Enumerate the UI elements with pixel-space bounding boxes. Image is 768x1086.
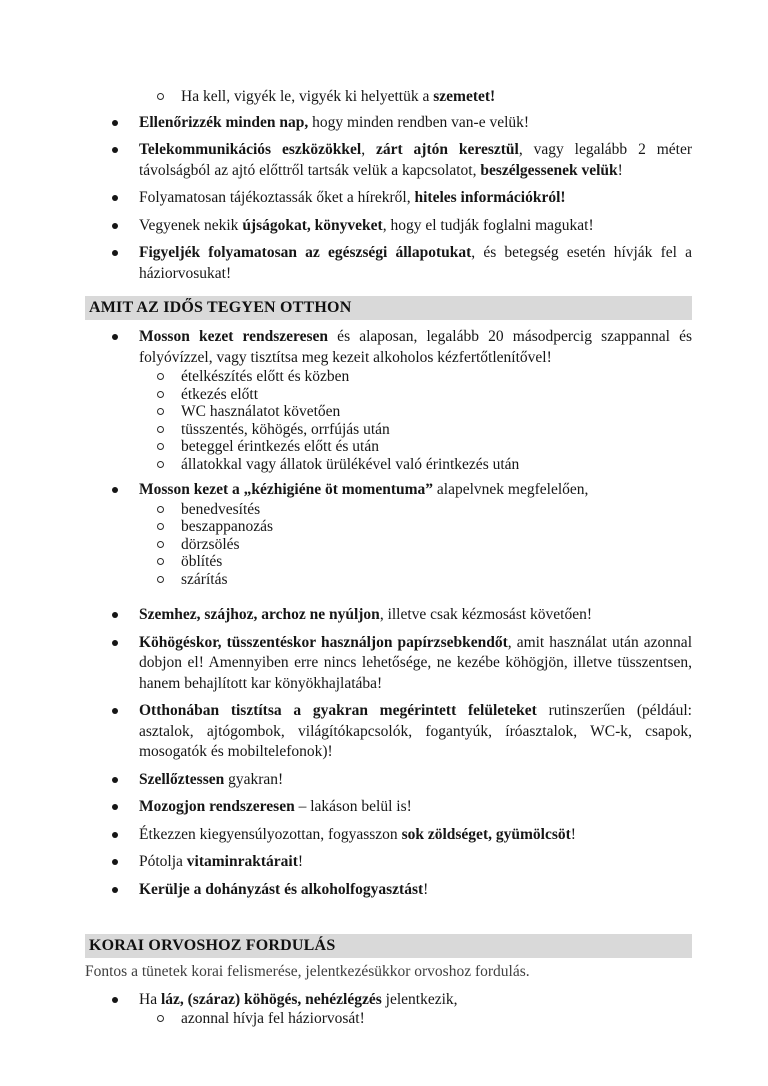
list-item-text bbox=[181, 553, 692, 571]
list-item-text bbox=[139, 216, 692, 237]
list-item-text bbox=[181, 536, 692, 554]
text: gyakran! bbox=[224, 770, 284, 788]
circle-bullet-icon bbox=[157, 426, 164, 433]
bold-text: Mosson kezet rendszeresen bbox=[139, 328, 329, 345]
list-item bbox=[85, 113, 692, 134]
list-item-text bbox=[139, 480, 692, 501]
disc-bullet-icon bbox=[112, 887, 118, 893]
disc-bullet-icon bbox=[112, 223, 118, 229]
text: benedvesítés bbox=[181, 500, 261, 518]
bold-text: hiteles információkról! bbox=[414, 189, 566, 206]
bold-text: vitaminraktárait bbox=[186, 853, 298, 870]
disc-bullet-icon bbox=[112, 334, 118, 340]
text: hogy minden rendben van-e velük! bbox=[308, 113, 530, 131]
list-item bbox=[85, 825, 692, 846]
list-item-text bbox=[139, 633, 692, 695]
spacer bbox=[85, 588, 692, 598]
list-item-text bbox=[181, 438, 692, 456]
text: Ha kell, vigyék le, vigyék ki helyettük a bbox=[181, 88, 434, 105]
list-item bbox=[85, 880, 692, 901]
bold-text: Köhögéskor, tüsszentéskor használjon papírzsebkendőt bbox=[139, 633, 508, 651]
text: ételkészítés előtt és közben bbox=[181, 368, 350, 385]
disc-bullet-icon bbox=[112, 147, 118, 153]
text: , amit használat után azonnal dobjon el! Amennyiben erre nincs lehetősége, ne kezébe köhögjön, illetve tüsszentsen, hanem behajlított kar könyökhajlatába! bbox=[139, 633, 692, 692]
disc-bullet-icon bbox=[112, 640, 118, 646]
text: étkezés előtt bbox=[181, 385, 259, 403]
circle-bullet-icon bbox=[157, 523, 164, 530]
disc-bullet-icon bbox=[112, 487, 118, 493]
text: , vagy legalább 2 méter távolságból az ajtó előttről tartsák velük a kapcsolatot, bbox=[139, 141, 693, 179]
document-blocks bbox=[85, 88, 692, 1028]
bold-text: Szemhez, szájhoz, archoz ne nyúljon bbox=[139, 606, 380, 623]
circle-bullet-icon bbox=[157, 558, 164, 565]
list-item bbox=[85, 368, 692, 386]
text: alapelvnek megfelelően, bbox=[433, 481, 589, 498]
list-item bbox=[85, 140, 692, 181]
bold-text: szemetet! bbox=[433, 88, 496, 105]
list-item-text bbox=[139, 701, 692, 763]
circle-bullet-icon bbox=[157, 443, 164, 450]
text: és alaposan, legalább 20 másodpercig szappannal és folyóvízzel, vagy tisztítsa meg kezeit alkoholos kézfertőtlenítővel! bbox=[139, 328, 692, 366]
text: öblítés bbox=[181, 553, 223, 570]
text: jelentkezik, bbox=[381, 990, 458, 1008]
list-item bbox=[85, 571, 692, 589]
section-header bbox=[85, 934, 692, 958]
list-item bbox=[85, 501, 692, 519]
circle-bullet-icon bbox=[157, 541, 164, 548]
text: ! bbox=[297, 853, 304, 870]
text: állatokkal vagy állatok ürülékével való érintkezés után bbox=[181, 455, 520, 473]
bold-text: Mosson kezet a „kézhigiéne öt momentuma” bbox=[139, 481, 434, 498]
list-item bbox=[85, 188, 692, 209]
text: azonnal hívja fel háziorvosát! bbox=[181, 1010, 365, 1027]
list-item bbox=[85, 243, 692, 284]
bold-text: zárt ajtón keresztül bbox=[375, 141, 519, 158]
text: Étkezzen kiegyensúlyozottan, fogyasszon bbox=[139, 825, 402, 843]
list-item-text bbox=[181, 501, 692, 519]
disc-bullet-icon bbox=[112, 777, 118, 783]
disc-bullet-icon bbox=[112, 997, 118, 1003]
list-item bbox=[85, 386, 692, 404]
disc-bullet-icon bbox=[112, 804, 118, 810]
circle-bullet-icon bbox=[157, 1015, 164, 1022]
text: Fontos a tünetek korai felismerése, jelentkezésükkor orvoshoz fordulás. bbox=[85, 963, 530, 980]
list-item-text bbox=[181, 403, 692, 421]
circle-bullet-icon bbox=[157, 506, 164, 513]
list-item-text bbox=[139, 990, 692, 1011]
text: beteggel érintkezés előtt és után bbox=[181, 438, 379, 455]
text: , és betegség esetén hívják fel a háziorvosukat! bbox=[139, 244, 692, 282]
list-item bbox=[85, 216, 692, 237]
bold-text: láz, (száraz) köhögés, nehézlégzés bbox=[160, 990, 382, 1008]
bold-text: sok zöldséget, gyümölcsöt bbox=[401, 825, 571, 843]
text: szárítás bbox=[181, 570, 228, 588]
list-item-text bbox=[181, 571, 692, 589]
disc-bullet-icon bbox=[112, 195, 118, 201]
list-item bbox=[85, 327, 692, 368]
list-item-text bbox=[181, 456, 692, 474]
list-item-text bbox=[181, 1010, 692, 1028]
list-item bbox=[85, 536, 692, 554]
bold-text: Szellőztessen bbox=[139, 770, 225, 788]
bold-text: beszélgessenek velük bbox=[480, 161, 618, 179]
circle-bullet-icon bbox=[157, 461, 164, 468]
disc-bullet-icon bbox=[112, 708, 118, 714]
circle-bullet-icon bbox=[157, 391, 164, 398]
list-item bbox=[85, 456, 692, 474]
bold-text: Mozogjon rendszeresen bbox=[139, 798, 295, 815]
list-item bbox=[85, 480, 692, 501]
list-item bbox=[85, 990, 692, 1011]
spacer bbox=[85, 900, 692, 922]
disc-bullet-icon bbox=[112, 612, 118, 618]
text: Folyamatosan tájékoztassák őket a hírekről, bbox=[139, 189, 415, 206]
list-item-text bbox=[139, 770, 692, 791]
list-item-text bbox=[139, 327, 692, 368]
list-item-text bbox=[181, 518, 692, 536]
list-item-text bbox=[181, 368, 692, 386]
text: tüsszentés, köhögés, orrfújás után bbox=[181, 420, 390, 438]
text: WC használatot követően bbox=[181, 403, 341, 420]
list-item bbox=[85, 438, 692, 456]
text: Pótolja bbox=[139, 853, 187, 870]
list-item-text bbox=[139, 188, 692, 209]
section-header bbox=[85, 296, 692, 320]
bold-text: Ellenőrizzék minden nap, bbox=[139, 113, 309, 131]
list-item bbox=[85, 797, 692, 818]
list-item bbox=[85, 633, 692, 695]
list-item-text bbox=[181, 421, 692, 439]
text: ! bbox=[617, 161, 623, 179]
list-item-text bbox=[139, 243, 692, 284]
bold-text: Telekommunikációs eszközökkel bbox=[139, 141, 362, 158]
text: , hogy el tudják foglalni magukat! bbox=[382, 216, 594, 234]
list-item-text bbox=[181, 88, 692, 106]
section-header-text: AMIT AZ IDŐS TEGYEN OTTHON bbox=[89, 299, 352, 316]
disc-bullet-icon bbox=[112, 250, 118, 256]
list-item bbox=[85, 518, 692, 536]
text: – lakáson belül is! bbox=[294, 798, 412, 815]
list-item-text bbox=[139, 880, 692, 901]
list-item bbox=[85, 553, 692, 571]
text: Ha bbox=[139, 990, 161, 1008]
list-item bbox=[85, 421, 692, 439]
text: , bbox=[361, 141, 376, 158]
paragraph bbox=[85, 962, 692, 983]
text: dörzsölés bbox=[181, 535, 240, 553]
list-item-text bbox=[139, 825, 692, 846]
section-header-text: KORAI ORVOSHOZ FORDULÁS bbox=[89, 937, 336, 954]
circle-bullet-icon bbox=[157, 93, 164, 100]
list-item bbox=[85, 403, 692, 421]
list-item bbox=[85, 1010, 692, 1028]
list-item-text bbox=[139, 605, 692, 626]
disc-bullet-icon bbox=[112, 120, 118, 126]
list-item bbox=[85, 88, 692, 106]
bold-text: Kerülje a dohányzást és alkoholfogyasztást bbox=[139, 880, 424, 898]
text: ! bbox=[423, 880, 429, 898]
list-item-text bbox=[181, 386, 692, 404]
list-item-text bbox=[139, 797, 692, 818]
bold-text: Figyeljék folyamatosan az egészségi állapotukat bbox=[139, 244, 472, 261]
list-item-text bbox=[139, 852, 692, 873]
disc-bullet-icon bbox=[112, 832, 118, 838]
circle-bullet-icon bbox=[157, 408, 164, 415]
circle-bullet-icon bbox=[157, 373, 164, 380]
circle-bullet-icon bbox=[157, 576, 164, 583]
bold-text: Otthonában tisztítsa a gyakran megérintett felületeket bbox=[139, 702, 537, 719]
text: Vegyenek nekik bbox=[139, 216, 243, 234]
disc-bullet-icon bbox=[112, 859, 118, 865]
text: rutinszerűen (például: asztalok, ajtógombok, világítókapcsolók, fogantyúk, íróasztalok, WC-k, csapok, mosogatók és mobiltelefonok)! bbox=[139, 702, 692, 760]
list-item bbox=[85, 852, 692, 873]
bold-text: újságokat, könyveket bbox=[242, 216, 383, 234]
text: ! bbox=[570, 825, 576, 843]
text: , illetve csak kézmosást követően! bbox=[379, 606, 593, 623]
list-item-text bbox=[139, 113, 692, 134]
list-item-text bbox=[139, 140, 692, 181]
list-item bbox=[85, 770, 692, 791]
list-item bbox=[85, 605, 692, 626]
text: beszappanozás bbox=[181, 518, 274, 535]
list-item bbox=[85, 701, 692, 763]
